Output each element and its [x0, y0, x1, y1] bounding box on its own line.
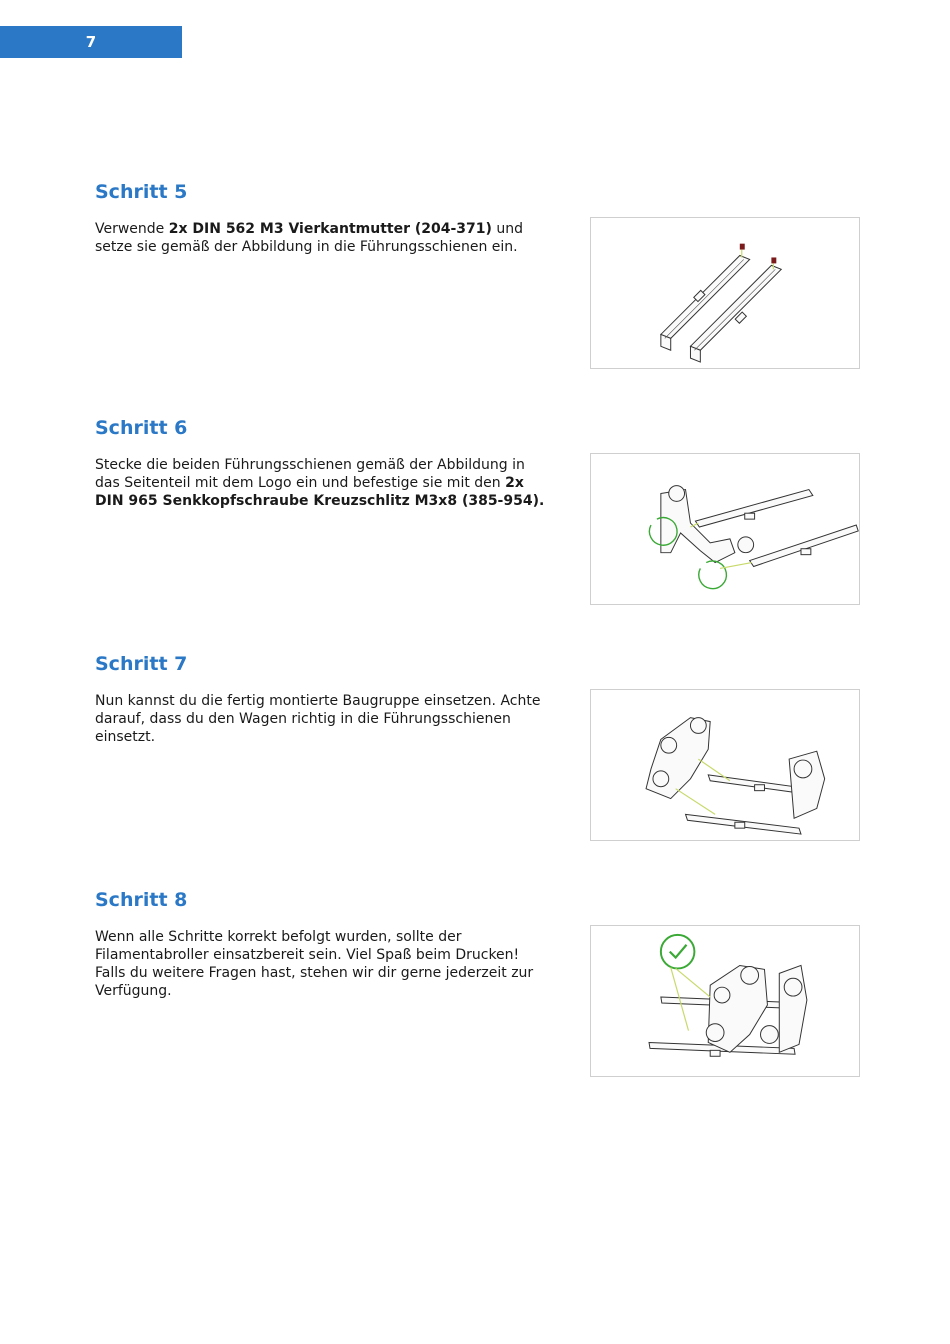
step-5: [95, 180, 865, 255]
check-icon: [661, 935, 695, 969]
step-text: Verwende 2x DIN 562 M3 Vierkantmutter (204-371) und setze sie gemäß der Abbildung in die Führungsschienen ein.: [95, 221, 524, 255]
step-title: Schritt 5: [95, 181, 188, 203]
guide-rails-nuts-drawing: [591, 218, 859, 368]
step-text: Stecke die beiden Führungsschienen gemäß der Abbildung in das Seitenteil mit dem Logo ein und befestige sie mit den 2x DIN 965 Senkkopfschraube Kreuzschlitz M3x8 (385-954).: [95, 457, 545, 509]
step-title: Schritt 7: [95, 653, 188, 675]
step-title: Schritt 6: [95, 417, 188, 439]
step-5-illustration: [590, 217, 860, 369]
step-7: [95, 652, 865, 745]
step-text: Wenn alle Schritte korrekt befolgt wurden, sollte der Filamentabroller einsatzbereit sein. Viel Spaß beim Drucken! Falls du weitere Fragen hast, stehen wir dir gerne jederzeit zur Verfügung.: [95, 929, 534, 999]
step-8-illustration: [590, 925, 860, 1077]
final-assembly-drawing: [591, 926, 859, 1076]
step-6-illustration: [590, 453, 860, 605]
step-7-illustration: [590, 689, 860, 841]
side-panel-rails-drawing: [591, 454, 859, 604]
step-6: [95, 416, 865, 509]
step-title: Schritt 8: [95, 889, 188, 911]
step-text: Nun kannst du die fertig montierte Baugruppe einsetzen. Achte darauf, dass du den Wagen richtig in die Führungsschienen einsetzt.: [95, 693, 541, 745]
page-number-tab: [0, 26, 182, 58]
carriage-assembly-drawing: [591, 690, 859, 840]
step-8: [95, 888, 865, 999]
page-number: 7: [85, 33, 97, 51]
